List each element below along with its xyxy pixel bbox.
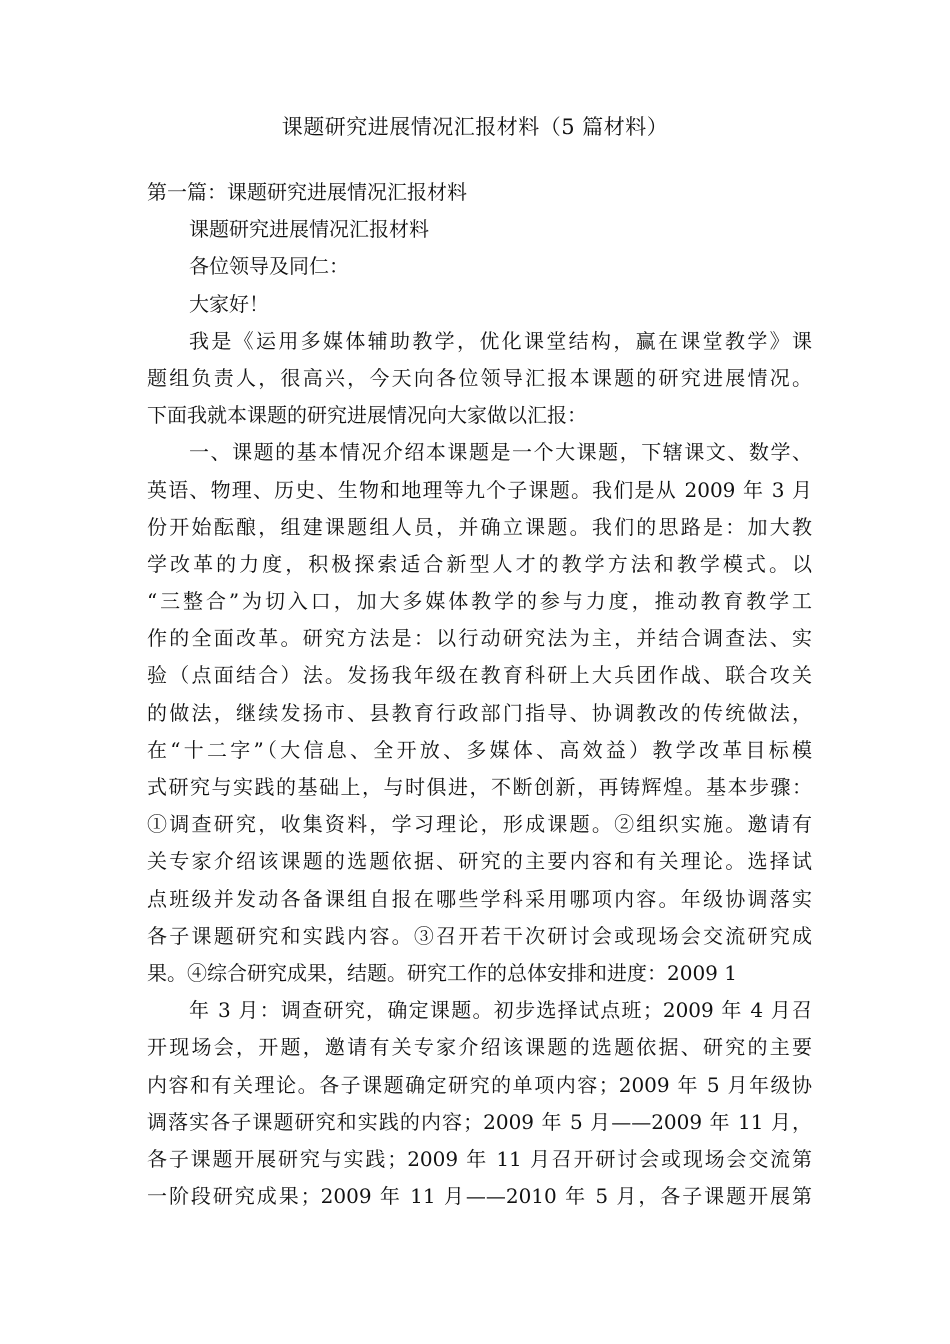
body-text-line: 我是《运用多媒体辅助教学，优化课堂结构，赢在课堂教学》课 bbox=[189, 328, 812, 353]
body-text-line: 点班级并发动各备课组自报在哪些学科采用哪项内容。年级协调落实 bbox=[147, 886, 812, 911]
body-text-line: 的做法，继续发扬市、县教育行政部门指导、协调教改的传统做法， bbox=[147, 700, 812, 725]
body-text-line: 各子课题研究和实践内容。③召开若干次研讨会或现场会交流研究成 bbox=[147, 923, 812, 948]
body-text-line: 一、课题的基本情况介绍本课题是一个大课题，下辖课文、数学、 bbox=[189, 440, 812, 465]
body-text-line: 验（点面结合）法。发扬我年级在教育科研上大兵团作战、联合攻关 bbox=[147, 663, 812, 688]
body-text-line: 开现场会，开题，邀请有关专家介绍该课题的选题依据、研究的主要 bbox=[147, 1035, 812, 1060]
body-text-line: 内容和有关理论。各子课题确定研究的单项内容；2009 年 5 月年级协 bbox=[147, 1072, 812, 1097]
body-text-line: 题组负责人，很高兴，今天向各位领导汇报本课题的研究进展情况。 bbox=[147, 365, 812, 390]
document-body bbox=[147, 174, 812, 1215]
body-text-line: 各子课题开展研究与实践；2009 年 11 月召开研讨会或现场会交流第 bbox=[147, 1146, 812, 1171]
body-text-line: 作的全面改革。研究方法是：以行动研究法为主，并结合调查法、实 bbox=[147, 626, 812, 651]
body-text-line: 一阶段研究成果；2009 年 11 月——2010 年 5 月，各子课题开展第 bbox=[147, 1184, 812, 1209]
body-text-line: 英语、物理、历史、生物和地理等九个子课题。我们是从 2009 年 3 月 bbox=[147, 477, 812, 502]
body-text-line: 各位领导及同仁： bbox=[189, 254, 349, 279]
body-text-line: 调落实各子课题研究和实践的内容；2009 年 5 月——2009 年 11 月， bbox=[147, 1109, 812, 1134]
body-text-line: 大家好！ bbox=[189, 291, 269, 316]
body-text-line: 第一篇：课题研究进展情况汇报材料 bbox=[147, 180, 467, 204]
body-text-line: 份开始酝酿，组建课题组人员，并确立课题。我们的思路是：加大教 bbox=[147, 514, 812, 539]
body-text-line: 关专家介绍该课题的选题依据、研究的主要内容和有关理论。选择试 bbox=[147, 849, 812, 874]
body-text-line: 课题研究进展情况汇报材料 bbox=[189, 217, 429, 242]
body-text-line: 果。④综合研究成果，结题。研究工作的总体安排和进度：2009 1 bbox=[147, 960, 737, 985]
body-text-line: 下面我就本课题的研究进展情况向大家做以汇报： bbox=[147, 403, 587, 428]
body-text-line: ①调查研究，收集资料，学习理论，形成课题。②组织实施。邀请有 bbox=[147, 812, 812, 837]
body-text-line: 式研究与实践的基础上，与时俱进，不断创新，再铸辉煌。基本步骤： bbox=[147, 775, 812, 799]
body-text-line: 年 3 月：调查研究，确定课题。初步选择试点班；2009 年 4 月召 bbox=[189, 998, 812, 1023]
body-text-line: 在“十二字”（大信息、全开放、多媒体、高效益）教学改革目标模 bbox=[147, 737, 812, 762]
document-title: 课题研究进展情况汇报材料（5 篇材料） bbox=[281, 115, 669, 139]
body-text-line: 学改革的力度，积极探索适合新型人才的教学方法和教学模式。以 bbox=[147, 551, 812, 576]
body-text-line: “三整合”为切入口，加大多媒体教学的参与力度，推动教育教学工 bbox=[147, 589, 812, 614]
